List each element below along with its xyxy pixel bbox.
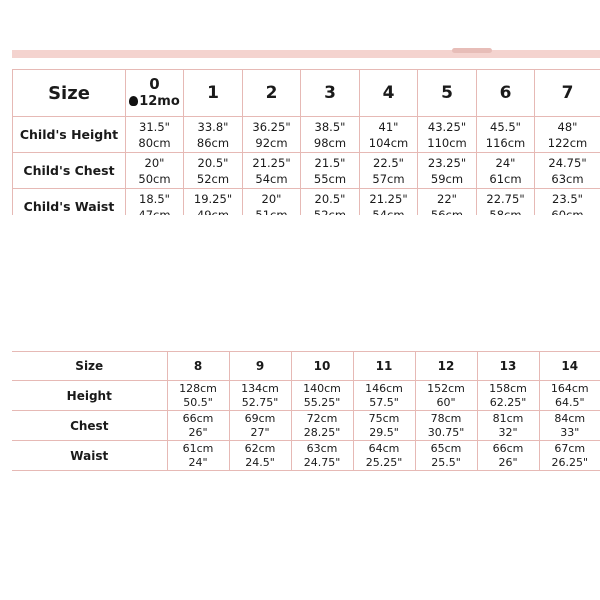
- row-label: Child's Chest: [13, 153, 126, 189]
- row-label: Child's Height: [13, 117, 126, 153]
- size-header-cell: 2: [243, 70, 301, 117]
- measurement-cell: [539, 441, 600, 471]
- size-header-row: [13, 70, 600, 117]
- measurement-secondary: 62.25": [489, 395, 527, 409]
- measurement-cell: [353, 381, 415, 411]
- measurement-primary: 24.75": [548, 155, 587, 170]
- measurement-primary: 69cm: [244, 411, 276, 425]
- measurement-primary: 31.5": [139, 119, 170, 134]
- measurement-cell: [353, 441, 415, 471]
- size-header-cell: 10: [291, 352, 353, 381]
- measurement-primary: 128cm: [179, 381, 217, 395]
- size-header-0: [126, 70, 184, 117]
- measurement-cell: [291, 381, 353, 411]
- measurement-cell: [291, 411, 353, 441]
- measurement-cell: [477, 381, 539, 411]
- measurement-secondary: 57.5": [369, 395, 399, 409]
- row-label: Height: [12, 381, 167, 411]
- size-header-cell: 13: [477, 352, 539, 381]
- measurement-primary: 23.5": [552, 191, 583, 206]
- size-zero-months: 12mo: [139, 94, 180, 109]
- size-header-cell: 4: [360, 70, 418, 117]
- measurement-cell: [126, 117, 184, 153]
- measurement-primary: 81cm: [492, 411, 524, 425]
- measurement-cell: [184, 117, 243, 153]
- size-header-row: [12, 352, 600, 381]
- measurement-secondary: 25.5": [431, 455, 461, 469]
- measurement-secondary: 92cm: [255, 135, 288, 150]
- measurement-row: [12, 381, 600, 411]
- bear-icon: [129, 96, 138, 106]
- measurement-primary: 23.25": [427, 155, 467, 170]
- cropped-edge: [12, 215, 600, 227]
- measurement-secondary: 98cm: [313, 135, 347, 150]
- size-header-cell: 8: [167, 352, 229, 381]
- measurement-secondary: 24.75": [303, 455, 341, 469]
- measurement-secondary: 52.75": [241, 395, 279, 409]
- measurement-primary: 75cm: [368, 411, 400, 425]
- measurement-secondary: 26.25": [551, 455, 589, 469]
- measurement-cell: [360, 117, 418, 153]
- measurement-cell: [418, 117, 477, 153]
- measurement-primary: 22": [437, 191, 457, 206]
- size-header-cell: 9: [229, 352, 291, 381]
- measurement-secondary: 55cm: [313, 171, 347, 186]
- measurement-primary: 62cm: [244, 441, 276, 455]
- measurement-cell: [243, 153, 301, 189]
- measurement-primary: 43.25": [427, 119, 467, 134]
- measurement-primary: 164cm: [550, 381, 589, 395]
- measurement-secondary: 30.75": [427, 425, 465, 439]
- measurement-primary: 66cm: [182, 411, 214, 425]
- measurement-cell: [167, 441, 229, 471]
- measurement-cell: [539, 381, 600, 411]
- measurement-cell: [353, 411, 415, 441]
- measurement-primary: 38.5": [314, 119, 346, 134]
- measurement-primary: 21.25": [252, 155, 291, 170]
- measurement-cell: [415, 411, 477, 441]
- measurement-primary: 158cm: [489, 381, 527, 395]
- cropped-edge: [12, 474, 600, 494]
- measurement-cell: [243, 117, 301, 153]
- size-header-cell: 5: [418, 70, 477, 117]
- measurement-secondary: 24.5": [245, 455, 275, 469]
- measurement-secondary: 80cm: [138, 135, 171, 150]
- measurement-primary: 24": [495, 155, 516, 170]
- size-header-cell: 3: [301, 70, 360, 117]
- measurement-cell: [167, 381, 229, 411]
- top-decorative-band: [12, 50, 600, 58]
- measurement-primary: 78cm: [430, 411, 462, 425]
- size-header-cell: 6: [477, 70, 535, 117]
- size-header-cell: 11: [353, 352, 415, 381]
- measurement-row: [13, 117, 600, 153]
- measurement-primary: 22.75": [486, 191, 525, 206]
- measurement-primary: 33.8": [197, 119, 229, 134]
- measurement-primary: 48": [557, 119, 578, 134]
- measurement-secondary: 33": [560, 425, 580, 439]
- measurement-secondary: 61cm: [489, 171, 522, 186]
- measurement-secondary: 104cm: [368, 135, 409, 150]
- size-zero-sublabel: [126, 93, 183, 110]
- measurement-primary: 21.5": [314, 155, 346, 170]
- measurement-secondary: 64.5": [554, 395, 585, 409]
- measurement-secondary: 122cm: [547, 135, 588, 150]
- measurement-secondary: 24": [188, 455, 208, 469]
- measurement-primary: 20.5": [197, 155, 229, 170]
- measurement-primary: 19.25": [193, 191, 233, 206]
- measurement-cell: [477, 153, 535, 189]
- size-header-cell: 1: [184, 70, 243, 117]
- measurement-secondary: 59cm: [430, 171, 464, 186]
- measurement-secondary: 29.5": [369, 425, 399, 439]
- measurement-cell: [415, 381, 477, 411]
- measurement-cell: [418, 153, 477, 189]
- measurement-secondary: 26": [498, 455, 518, 469]
- size-header-label: Size: [13, 70, 126, 117]
- measurement-secondary: 26": [188, 425, 208, 439]
- size-header-label: Size: [12, 352, 167, 381]
- size-header-cell: 12: [415, 352, 477, 381]
- measurement-primary: 140cm: [303, 381, 341, 395]
- measurement-primary: 20": [261, 191, 282, 206]
- measurement-cell: [535, 117, 600, 153]
- measurement-cell: [229, 411, 291, 441]
- measurement-primary: 63cm: [306, 441, 338, 455]
- measurement-primary: 45.5": [490, 119, 521, 134]
- measurement-secondary: 57cm: [372, 171, 405, 186]
- measurement-cell: [477, 441, 539, 471]
- measurement-secondary: 50cm: [138, 171, 171, 186]
- row-label: Waist: [12, 441, 167, 471]
- measurement-cell: [229, 441, 291, 471]
- measurement-secondary: 116cm: [485, 135, 526, 150]
- measurement-secondary: 50.5": [183, 395, 213, 409]
- measurement-primary: 61cm: [182, 441, 214, 455]
- measurement-secondary: 27": [250, 425, 270, 439]
- size-header-cell: 14: [539, 352, 600, 381]
- size-header-cell: 7: [535, 70, 600, 117]
- measurement-cell: [184, 153, 243, 189]
- measurement-secondary: 55.25": [303, 395, 341, 409]
- size-chart-8-14: [12, 351, 600, 471]
- measurement-primary: 22.5": [373, 155, 404, 170]
- measurement-secondary: 110cm: [427, 135, 467, 150]
- measurement-secondary: 54cm: [255, 171, 288, 186]
- measurement-cell: [535, 153, 600, 189]
- measurement-primary: 152cm: [427, 381, 465, 395]
- measurement-primary: 36.25": [252, 119, 291, 134]
- measurement-primary: 67cm: [554, 441, 586, 455]
- measurement-primary: 146cm: [365, 381, 403, 395]
- measurement-primary: 20": [144, 155, 165, 170]
- measurement-cell: [291, 441, 353, 471]
- row-label: Child's Waist: [13, 189, 126, 225]
- measurement-cell: [539, 411, 600, 441]
- measurement-cell: [477, 411, 539, 441]
- measurement-row: [12, 411, 600, 441]
- measurement-primary: 84cm: [554, 411, 586, 425]
- measurement-primary: 41": [378, 119, 399, 134]
- measurement-primary: 66cm: [492, 441, 524, 455]
- measurement-cell: [167, 411, 229, 441]
- measurement-row: [12, 441, 600, 471]
- measurement-secondary: 25.25": [365, 455, 403, 469]
- measurement-cell: [301, 153, 360, 189]
- measurement-primary: 72cm: [306, 411, 338, 425]
- measurement-primary: 21.25": [369, 191, 408, 206]
- measurement-cell: [229, 381, 291, 411]
- measurement-secondary: 52cm: [196, 171, 230, 186]
- measurement-secondary: 28.25": [303, 425, 341, 439]
- measurement-primary: 64cm: [368, 441, 400, 455]
- measurement-secondary: 86cm: [196, 135, 230, 150]
- row-label: Chest: [12, 411, 167, 441]
- measurement-primary: 134cm: [241, 381, 279, 395]
- measurement-cell: [360, 153, 418, 189]
- size-chart-0-7: [12, 69, 600, 225]
- measurement-primary: 65cm: [430, 441, 462, 455]
- measurement-secondary: 32": [498, 425, 518, 439]
- measurement-primary: 20.5": [314, 191, 346, 206]
- size-zero-label: 0: [149, 75, 160, 93]
- measurement-row: [13, 153, 600, 189]
- measurement-cell: [126, 153, 184, 189]
- measurement-secondary: 63cm: [551, 171, 584, 186]
- measurement-secondary: 60": [436, 395, 456, 409]
- measurement-cell: [415, 441, 477, 471]
- measurement-cell: [477, 117, 535, 153]
- measurement-cell: [301, 117, 360, 153]
- top-band-accent: [452, 48, 492, 53]
- measurement-primary: 18.5": [139, 191, 170, 206]
